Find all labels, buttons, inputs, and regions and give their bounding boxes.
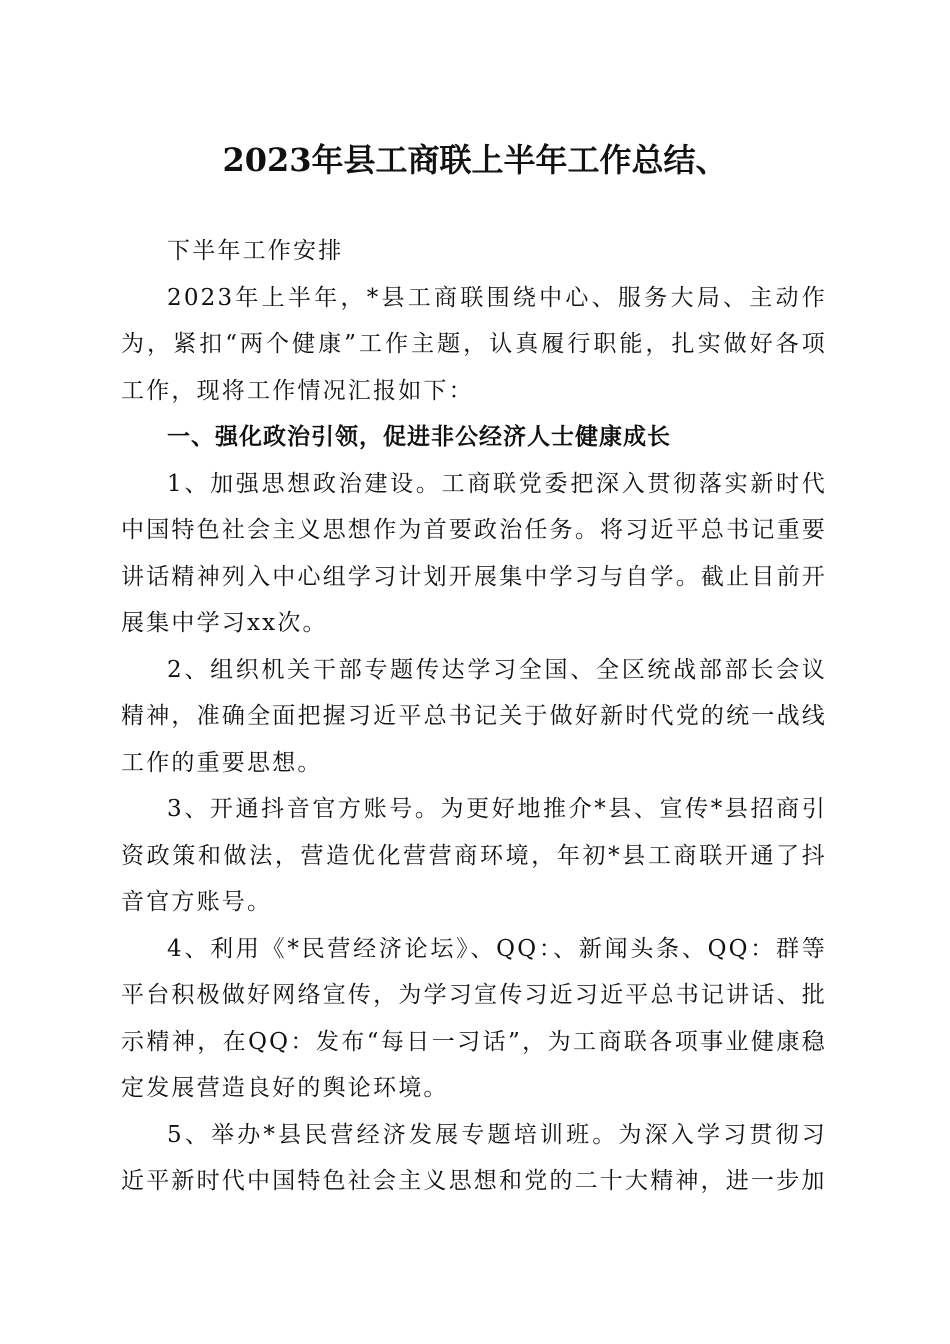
body-paragraph-3: 3、开通抖音官方账号。为更好地推介*县、宣传*县招商引资政策和做法，营造优化营营商环境，年初*县工商联开通了抖音官方账号。 bbox=[121, 796, 827, 915]
body-paragraph-4: 4、利用《*民营经济论坛》、QQ：、新闻头条、QQ：群等平台积极做好网络宣传，为学习宣传习近习近平总书记讲话、批示精神，在QQ：发布“每日一习话”，为工商联各项事业健康稳定发展营造良好的舆论环境。 bbox=[121, 935, 827, 1101]
subtitle-paragraph: 下半年工作安排 bbox=[167, 238, 344, 264]
body-paragraph-2: 2、组织机关干部专题传达学习全国、全区统战部部长会议精神，准确全面把握习近平总书记关于做好新时代党的统一战线工作的重要思想。 bbox=[121, 656, 827, 776]
body-paragraph-5: 5、举办*县民营经济发展专题培训班。为深入学习贯彻习近平新时代中国特色社会主义思想和党的二十大精神，进一步加 bbox=[121, 1121, 827, 1194]
body-paragraph-1: 1、加强思想政治建设。工商联党委把深入贯彻落实新时代中国特色社会主义思想作为首要政治任务。将习近平总书记重要讲话精神列入中心组学习计划开展集中学习与自学。截止目前开展集中学习xx次。 bbox=[121, 470, 827, 636]
document-title: 2023年县工商联上半年工作总结、 bbox=[222, 141, 728, 179]
intro-paragraph: 2023年上半年，*县工商联围绕中心、服务大局、主动作为，紧扣“两个健康”工作主题，认真履行职能，扎实做好各项工作，现将工作情况汇报如下： bbox=[121, 284, 827, 404]
section-heading-1: 一、强化政治引领，促进非公经济人士健康成长 bbox=[167, 424, 671, 450]
document-body bbox=[121, 228, 827, 1205]
